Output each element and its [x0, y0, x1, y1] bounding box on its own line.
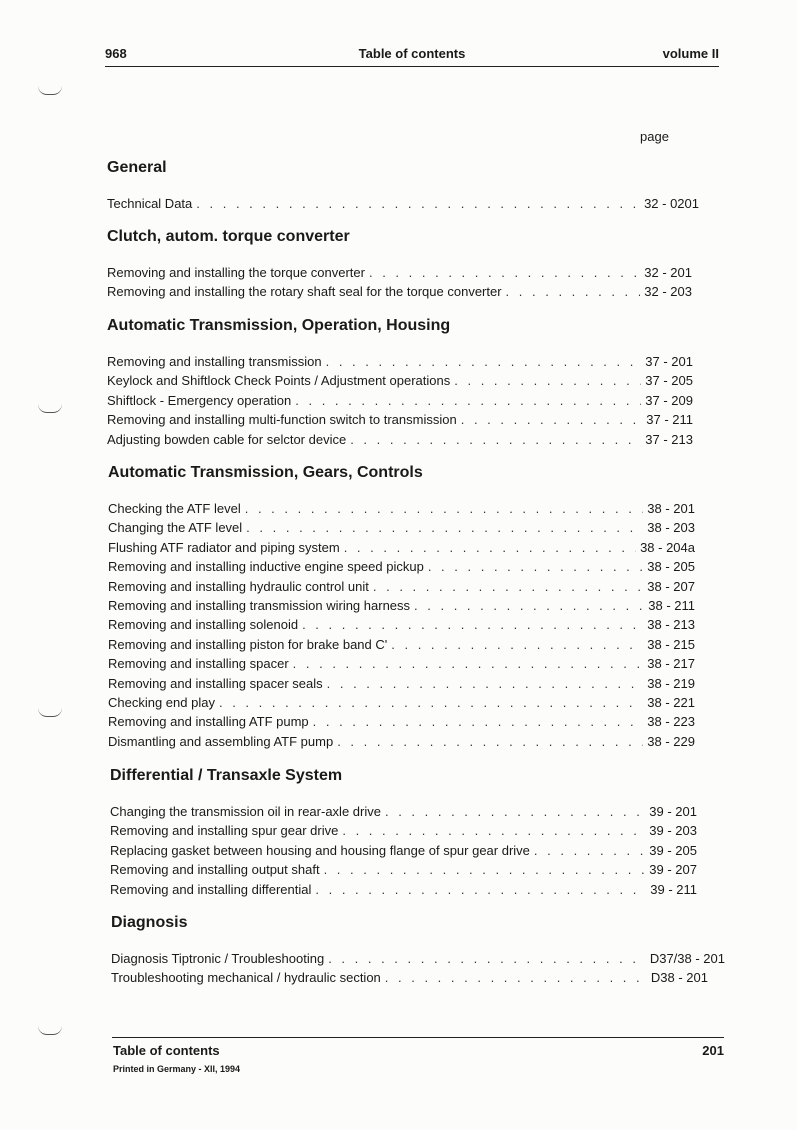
toc-entry[interactable]: [107, 430, 693, 449]
dot-leader: [454, 371, 641, 390]
entry-page: 37 - 211: [646, 412, 693, 428]
entry-page: 39 - 203: [649, 823, 697, 839]
dot-leader: [295, 391, 641, 410]
entry-page: D37/38 - 201: [649, 951, 725, 966]
entry-title: Removing and installing hydraulic control unit: [108, 578, 369, 594]
entry-page: 37 - 213: [645, 431, 693, 447]
entry-title: Checking the ATF level: [108, 501, 241, 516]
entry-page: 38 - 221: [647, 694, 695, 710]
dot-leader: [428, 557, 643, 576]
dot-leader: [302, 615, 643, 634]
entry-title: Changing the ATF level: [108, 520, 243, 536]
toc-entry[interactable]: [110, 821, 697, 840]
entry-title: Flushing ATF radiator and piping system: [108, 539, 340, 555]
entry-page: 32 - 203: [644, 284, 692, 300]
toc-entry[interactable]: [110, 841, 697, 860]
entry-page: 37 - 201: [645, 354, 693, 369]
entry-title: Keylock and Shiftlock Check Points / Adjustment operations: [107, 373, 451, 389]
entry-page: 37 - 205: [645, 373, 693, 389]
entry-title: Removing and installing piston for brake band C': [108, 636, 388, 652]
header-volume: volume II: [662, 46, 719, 61]
dot-leader: [534, 841, 645, 860]
toc-entry[interactable]: [111, 949, 725, 968]
dot-leader: [506, 282, 641, 301]
entry-page: 38 - 205: [647, 559, 695, 575]
toc-entry[interactable]: [110, 880, 697, 899]
entry-page: 37 - 209: [645, 392, 693, 408]
toc-entry[interactable]: [108, 712, 695, 731]
entry-page: 38 - 213: [647, 617, 695, 633]
entry-title: Removing and installing the torque converter: [107, 265, 365, 280]
entry-title: Adjusting bowden cable for selctor device: [107, 431, 347, 447]
dot-leader: [350, 430, 641, 449]
entry-page: 38 - 211: [648, 597, 695, 613]
entry-title: Shiftlock - Emergency operation: [107, 392, 292, 408]
entry-page: 38 - 215: [647, 636, 695, 652]
entry-page: 32 - 201: [644, 265, 692, 280]
toc-entry[interactable]: [108, 596, 695, 615]
entry-title: Removing and installing solenoid: [108, 617, 299, 633]
toc-entry[interactable]: [108, 557, 695, 576]
entry-page: 38 - 229: [647, 733, 695, 749]
dot-leader: [369, 263, 640, 282]
dot-leader: [385, 968, 647, 987]
section-title: Clutch, autom. torque converter: [107, 228, 350, 245]
page-column-label: page: [640, 129, 669, 144]
toc-entry[interactable]: [108, 499, 695, 518]
toc-entry[interactable]: [111, 968, 725, 987]
footer-print-info: Printed in Germany - XII, 1994: [113, 1064, 241, 1074]
entry-page: 39 - 201: [649, 804, 697, 819]
toc-entry[interactable]: [108, 577, 695, 596]
toc-entry[interactable]: [107, 282, 692, 301]
header-volume-page: 968: [105, 46, 127, 61]
dot-leader: [373, 577, 643, 596]
footer-rule: [112, 1037, 724, 1038]
toc-entry[interactable]: [107, 371, 693, 390]
entry-title: Removing and installing spur gear drive: [110, 823, 339, 839]
toc-entry[interactable]: [108, 732, 695, 751]
entry-page: 38 - 203: [647, 520, 695, 536]
dot-leader: [414, 596, 644, 615]
page-header: [105, 46, 719, 64]
section-clutch: [107, 227, 692, 302]
toc-entry[interactable]: [108, 538, 695, 557]
entry-title: Checking end play: [108, 694, 215, 710]
entry-title: Diagnosis Tiptronic / Troubleshooting: [111, 951, 325, 966]
dot-leader: [391, 635, 643, 654]
dot-leader: [313, 712, 644, 731]
dot-leader: [461, 410, 643, 429]
toc-entry[interactable]: [107, 194, 699, 213]
dot-leader: [337, 732, 643, 751]
entry-title: Removing and installing spacer seals: [108, 675, 323, 691]
entry-page: 39 - 211: [650, 881, 697, 897]
entry-title: Removing and installing output shaft: [110, 862, 320, 878]
entry-title: Troubleshooting mechanical / hydraulic section: [111, 970, 381, 986]
entry-title: Removing and installing differential: [110, 881, 312, 897]
section-title: Differential / Transaxle System: [110, 767, 343, 784]
section-operation-housing: [107, 316, 693, 449]
section-general: [107, 158, 699, 213]
footer-page-number: 201: [702, 1043, 724, 1058]
entry-title: Dismantling and assembling ATF pump: [108, 733, 334, 749]
entry-title: Technical Data: [107, 196, 193, 211]
entry-title: Removing and installing inductive engine speed pickup: [108, 559, 424, 575]
section-gears-controls: [108, 463, 695, 751]
section-title: General: [107, 159, 167, 176]
entry-title: Replacing gasket between housing and housing flange of spur gear drive: [110, 842, 530, 858]
section-differential: [110, 766, 697, 899]
binding-hole-mark: [38, 86, 62, 95]
header-title: Table of contents: [358, 46, 466, 61]
dot-leader: [246, 518, 643, 537]
entry-page: 39 - 207: [649, 862, 697, 878]
toc-entry[interactable]: [108, 518, 695, 537]
section-title: Automatic Transmission, Operation, Housing: [107, 317, 451, 334]
section-title: Automatic Transmission, Gears, Controls: [108, 464, 423, 481]
entry-page: 38 - 223: [647, 714, 695, 730]
toc-entry[interactable]: [108, 693, 695, 712]
dot-leader: [245, 499, 644, 518]
toc-entry[interactable]: [108, 635, 695, 654]
entry-title: Changing the transmission oil in rear-axle drive: [110, 804, 381, 819]
dot-leader: [293, 654, 644, 673]
footer-title: Table of contents: [113, 1043, 220, 1058]
dot-leader: [328, 949, 646, 968]
dot-leader: [326, 352, 642, 371]
entry-title: Removing and installing transmission wiring harness: [108, 597, 411, 613]
section-diagnosis: [111, 913, 725, 988]
toc-entry[interactable]: [110, 802, 697, 821]
entry-page: 38 - 207: [647, 578, 695, 594]
entry-page: D38 - 201: [650, 970, 708, 986]
toc-entry[interactable]: [108, 674, 695, 693]
entry-title: Removing and installing multi-function switch to transmission: [107, 412, 457, 428]
entry-title: Removing and installing ATF pump: [108, 714, 309, 730]
toc-entry[interactable]: [107, 263, 692, 282]
dot-leader: [196, 194, 640, 213]
section-title: Diagnosis: [111, 914, 188, 931]
entry-page: 39 - 205: [649, 842, 697, 858]
dot-leader: [385, 802, 645, 821]
entry-title: Removing and installing the rotary shaft seal for the torque converter: [107, 284, 502, 300]
entry-page: 38 - 219: [647, 675, 695, 691]
entry-page: 38 - 217: [647, 656, 695, 672]
toc-entry[interactable]: [108, 654, 695, 673]
toc-entry[interactable]: [107, 391, 693, 410]
dot-leader: [315, 880, 646, 899]
toc-entry[interactable]: [107, 410, 693, 429]
entry-page: 38 - 201: [647, 501, 695, 516]
toc-entry[interactable]: [107, 352, 693, 371]
binding-hole-mark: [38, 1026, 62, 1035]
toc-entry[interactable]: [108, 615, 695, 634]
toc-entry[interactable]: [110, 860, 697, 879]
dot-leader: [342, 821, 645, 840]
dot-leader: [219, 693, 643, 712]
header-rule: [105, 66, 719, 67]
entry-title: Removing and installing spacer: [108, 656, 289, 672]
binding-hole-mark: [38, 708, 62, 717]
entry-title: Removing and installing transmission: [107, 354, 322, 369]
dot-leader: [327, 674, 644, 693]
entry-page: 32 - 0201: [644, 196, 699, 211]
dot-leader: [324, 860, 646, 879]
entry-page: 38 - 204a: [640, 539, 695, 555]
dot-leader: [344, 538, 636, 557]
binding-hole-mark: [38, 404, 62, 413]
